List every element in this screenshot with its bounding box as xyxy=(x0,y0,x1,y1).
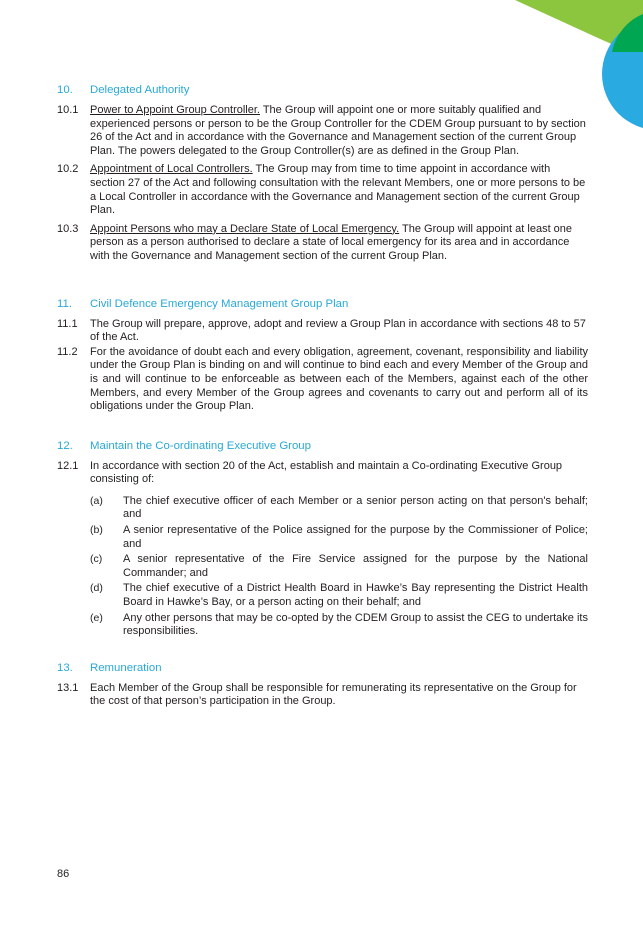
clause-text xyxy=(90,104,588,158)
section-number: 11. xyxy=(57,297,72,310)
subclause-text: A senior representative of the Fire Service assigned for the purpose by the National Commander; and xyxy=(123,553,588,579)
subclause xyxy=(90,524,588,551)
subclause-letter: (c) xyxy=(90,553,103,566)
clause-number: 10.2 xyxy=(57,163,79,176)
clause-number: 10.1 xyxy=(57,104,79,116)
subclause-letter: (b) xyxy=(90,524,103,537)
clause-heading: Power to Appoint Group Controller. xyxy=(90,104,260,116)
section-heading xyxy=(57,297,588,311)
clause-text: Each Member of the Group shall be responsible for remunerating its representative on the Group for the cost of that person’s participation in the Group. xyxy=(90,681,577,708)
subclause-letter: (a) xyxy=(90,494,103,507)
clause-number: 13.1 xyxy=(57,681,79,694)
section-number: 13. xyxy=(57,661,73,674)
clause xyxy=(57,346,588,414)
section-number: 10. xyxy=(57,84,73,96)
subclause-text: A senior representative of the Police assigned for the purpose by the Commissioner of Police; and xyxy=(123,524,588,550)
document-body xyxy=(57,83,588,714)
clause-text xyxy=(90,223,588,264)
section-title: Maintain the Co-ordinating Executive Group xyxy=(90,439,311,452)
section-title: Remuneration xyxy=(90,661,162,674)
subclause-text: The chief executive officer of each Member or a senior person acting on that person's behalf; and xyxy=(123,494,588,521)
section-number: 12. xyxy=(57,439,73,452)
clause-number: 11.2 xyxy=(57,345,78,358)
subclause xyxy=(90,582,588,609)
subclause xyxy=(90,612,588,639)
clause xyxy=(57,223,588,264)
clause-number: 11.1 xyxy=(57,317,78,330)
subclause-letter: (e) xyxy=(90,611,103,624)
subclause-text: Any other persons that may be co-opted by the CDEM Group to assist the CEG to undertake its responsibilities. xyxy=(123,611,588,638)
blue-circle-shape xyxy=(602,18,643,130)
clause-heading: Appoint Persons who may a Declare State of Local Emergency. xyxy=(90,222,400,235)
section-heading xyxy=(57,83,588,97)
clause-number: 12.1 xyxy=(57,459,79,472)
dark-green-circle-shape xyxy=(612,14,643,52)
subclause xyxy=(90,495,588,522)
clause-heading: Appointment of Local Controllers. xyxy=(90,163,253,176)
subclause xyxy=(90,553,588,580)
section-heading xyxy=(57,439,588,453)
clause xyxy=(57,163,588,217)
section-title: Civil Defence Emergency Management Group Plan xyxy=(90,297,349,310)
green-swoosh-shape xyxy=(515,0,643,58)
clause-body: The Group will appoint one or more suitably qualified and experienced persons or person to be the Group Controller for the CDEM Group pursuant to by section 26 of the Act and in accordance with the Governance and Management section of the current Group Plan. The powers delegated to the Group Controller(s) are as defined in the Group Plan. xyxy=(90,104,586,157)
clause-text: For the avoidance of doubt each and every obligation, agreement, covenant, responsibility and liability under the Group Plan is binding on and will continue to bind each and every Member of the Group and is and will continue to be enforceable as between each of the Members, against each of the other Members, and every Member of the Group agrees and covenants to carry out and perform all of its obligations under the Group Plan. xyxy=(90,345,588,413)
page-number: 86 xyxy=(57,868,70,880)
clause xyxy=(57,460,588,487)
clause-text: In accordance with section 20 of the Act, establish and maintain a Co-ordinating Executive Group consisting of: xyxy=(90,459,563,486)
clause xyxy=(57,682,588,709)
clause-body: The Group will appoint at least one person as a person authorised to declare a state of local emergency for its area and in accordance with the Governance and Management section of the current Group Plan. xyxy=(90,222,573,262)
section-title: Delegated Authority xyxy=(90,84,190,96)
section-heading xyxy=(57,661,588,675)
clause-text xyxy=(90,163,588,217)
clause-text: The Group will prepare, approve, adopt and review a Group Plan in accordance with sections 48 to 57 of the Act. xyxy=(90,317,586,344)
subclause-text: The chief executive of a District Health Board in Hawke’s Bay representing the District Health Board in Hawke’s Bay, or a person acting on their behalf; and xyxy=(123,582,588,609)
clause-number: 10.3 xyxy=(57,222,79,235)
subclause-letter: (d) xyxy=(90,582,103,595)
clause xyxy=(57,104,588,158)
clause xyxy=(57,318,588,345)
clause-body: The Group may from time to time appoint in accordance with section 27 of the Act and following consultation with the relevant Members, one or more persons to be a Local Controller in accordance with the Governance and Management section of the current Group Plan. xyxy=(90,163,586,217)
